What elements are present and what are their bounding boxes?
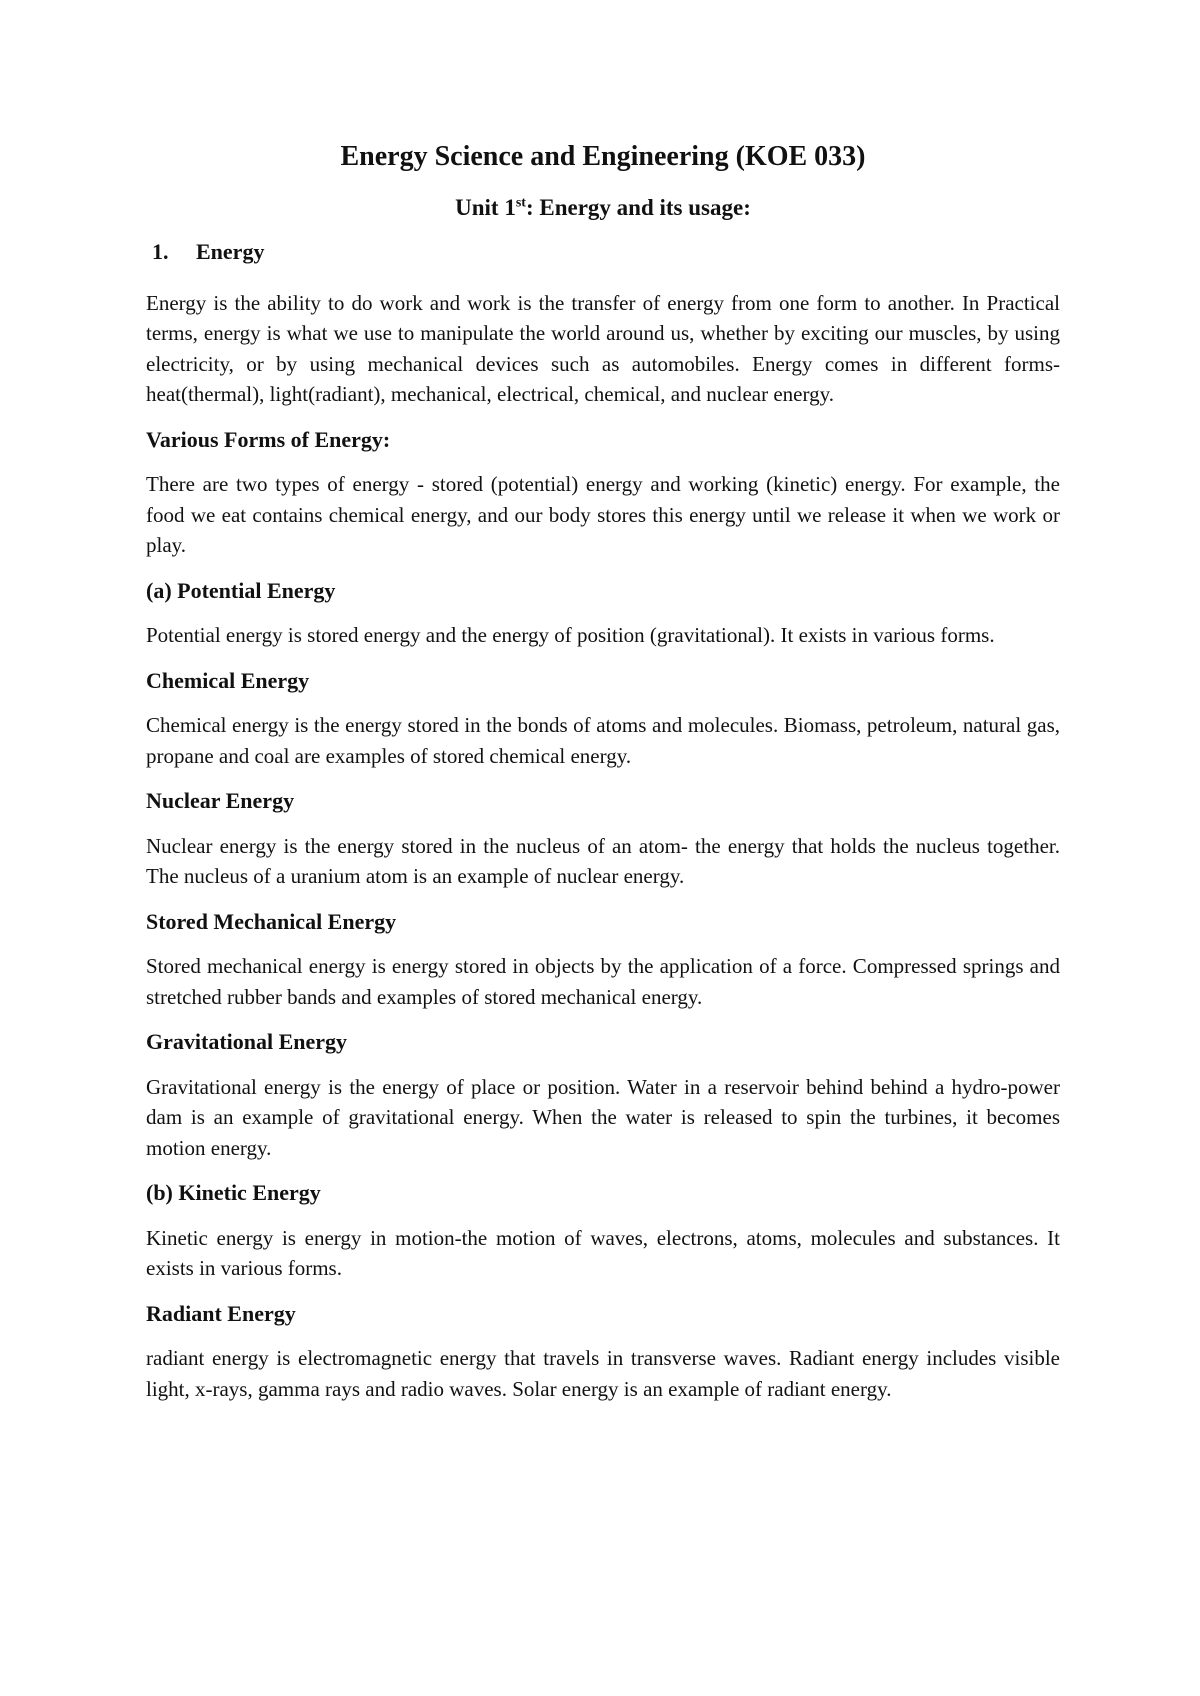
section-heading-nuclear-energy: Nuclear Energy	[146, 788, 295, 814]
heading-number: 1.	[152, 239, 169, 265]
unit-suffix: : Energy and its usage:	[525, 194, 751, 220]
unit-superscript: st	[515, 194, 526, 210]
section-body-potential-energy: Potential energy is stored energy and the energy of position (gravitational). It exists in various forms.	[146, 623, 995, 648]
unit-title	[146, 194, 1060, 222]
unit-prefix: Unit 1	[455, 194, 516, 220]
section-heading-potential-energy: (a) Potential Energy	[146, 577, 336, 603]
section-body-radiant-energy: radiant energy is electromagnetic energy that travels in transverse waves. Radiant energy includes visible light, x-rays, gamma rays and radio waves. Solar energy is an example of radiant energy.	[146, 1346, 1060, 1401]
section-heading-kinetic-energy: (b) Kinetic Energy	[146, 1180, 321, 1206]
intro-paragraph: Energy is the ability to do work and work is the transfer of energy from one form to another. In Practical terms, energy is what we use to manipulate the world around us, whether by exciting our muscles, by using electricity, or by using mechanical devices such as automobiles. Energy comes in different forms-heat(thermal), light(radiant), mechanical, electrical, chemical, and nuclear energy.	[146, 290, 1060, 407]
section-body-gravitational-energy: Gravitational energy is the energy of place or position. Water in a reservoir behind behind a hydro-power dam is an example of gravitational energy. When the water is released to spin the turbines, it becomes motion energy.	[146, 1074, 1060, 1160]
section-body-stored-mechanical-energy: Stored mechanical energy is energy stored in objects by the application of a force. Compressed springs and stretched rubber bands and examples of stored mechanical energy.	[146, 954, 1060, 1009]
section-heading-stored-mechanical-energy: Stored Mechanical Energy	[146, 908, 397, 934]
section-body-chemical-energy: Chemical energy is the energy stored in the bonds of atoms and molecules. Biomass, petroleum, natural gas, propane and coal are examples of stored chemical energy.	[146, 713, 1060, 768]
document-page	[146, 140, 1060, 1420]
section-body-nuclear-energy: Nuclear energy is the energy stored in the nucleus of an atom- the energy that holds the nucleus together. The nucleus of a uranium atom is an example of nuclear energy.	[146, 833, 1060, 889]
section-heading-various-forms: Various Forms of Energy:	[146, 426, 391, 452]
numbered-heading	[146, 239, 1060, 265]
heading-text: Energy	[196, 239, 265, 265]
section-heading-gravitational-energy: Gravitational Energy	[146, 1029, 348, 1055]
document-title: Energy Science and Engineering (KOE 033)	[340, 141, 866, 172]
section-heading-radiant-energy: Radiant Energy	[146, 1300, 296, 1326]
section-body-various-forms: There are two types of energy - stored (potential) energy and working (kinetic) energy. For example, the food we eat contains chemical energy, and our body stores this energy until we release it when we work or play.	[146, 472, 1060, 558]
section-heading-chemical-energy: Chemical Energy	[146, 667, 310, 693]
section-body-kinetic-energy: Kinetic energy is energy in motion-the motion of waves, electrons, atoms, molecules and substances. It exists in various forms.	[146, 1225, 1060, 1281]
